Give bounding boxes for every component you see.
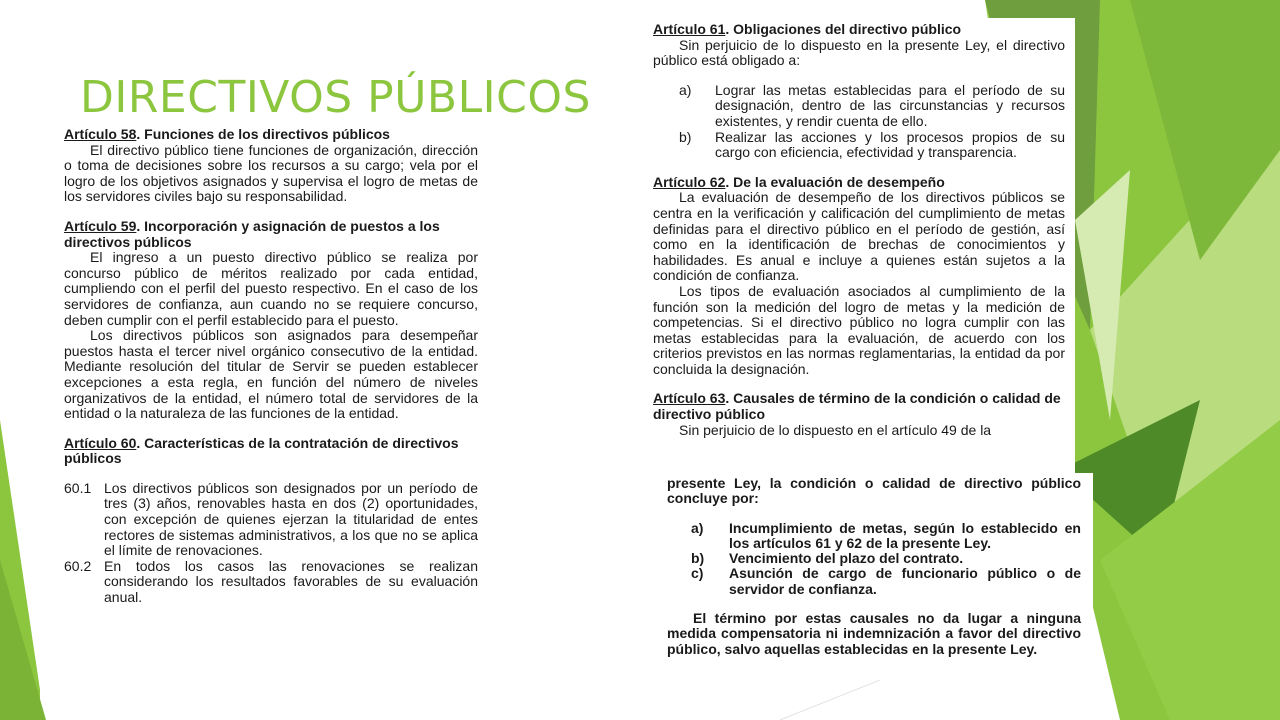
spacer bbox=[653, 69, 1065, 83]
item-label: 60.1 bbox=[64, 479, 92, 496]
article-59-title: . Incorporación y asignación de puestos a los directivos públicos bbox=[64, 217, 440, 250]
article-60-title: . Características de la contratación de directivos públicos bbox=[64, 434, 459, 467]
right-bottom-document-scan bbox=[655, 473, 1093, 680]
article-58-number: Artículo 58 bbox=[64, 126, 137, 142]
article-62-heading bbox=[653, 175, 1065, 191]
item-text: Realizar las acciones y los procesos propios de su cargo con eficiencia, efectividad y transparencia. bbox=[715, 128, 1065, 161]
article-62-paragraph-1: La evaluación de desempeño de los directivos públicos se centra en la verificación y calificación del cumplimiento de metas definidas para el directivo público en el período de gestión, así como en la identificación de brechas de conocimientos y habilidades. Es anual e incluye a quienes están sujetos a la condición de confianza. bbox=[653, 189, 1065, 284]
article-63-heading bbox=[653, 391, 1065, 422]
article-59-paragraph-1: El ingreso a un puesto directivo público se realiza por concurso público de méritos realizado por cada entidad, cumpliendo con el perfil del puesto respectivo. En el caso de los servidores de confianza, aun cuando no se requiere concurso, deben cumplir con el perfil establecido para el puesto. bbox=[64, 249, 478, 328]
article-59-paragraph-2: Los directivos públicos son asignados para desempeñar puestos hasta el tercer nivel orgánico consecutivo de la entidad. Mediante resolución del titular de Servir se pueden establecer excepciones a esta regla, en función del número de niveles organizativos de la entidad, el número total de servidores de la entidad o la naturaleza de las funciones de la entidad. bbox=[64, 327, 478, 422]
article-58-heading bbox=[64, 127, 478, 143]
article-63-paragraph: Sin perjuicio de lo dispuesto en el artículo 49 de la bbox=[679, 421, 992, 438]
article-58-paragraph: El directivo público tiene funciones de organización, dirección o toma de decisiones sobre los recursos a su cargo; vela por el logro de los objetivos asignados y supervisa el logro de metas de los servidores civiles bajo su responsabilidad. bbox=[64, 141, 478, 205]
article-58-title: . Funciones de los directivos públicos bbox=[136, 126, 390, 142]
article-61-heading bbox=[653, 22, 1065, 38]
spacer bbox=[667, 597, 1081, 611]
spacer bbox=[64, 467, 478, 481]
article-62-title: . De la evaluación de desempeño bbox=[725, 173, 945, 190]
item-text: Incumplimiento de metas, según lo establecido en los artículos 61 y 62 de la presente Ley. bbox=[729, 519, 1081, 551]
article-61-number: Artículo 61 bbox=[653, 21, 726, 37]
article-60-heading bbox=[64, 436, 478, 467]
article-61-item-b bbox=[653, 130, 1065, 161]
article-60-number: Artículo 60 bbox=[64, 434, 137, 451]
article-62-number: Artículo 62 bbox=[653, 173, 726, 190]
right-top-document-scan bbox=[645, 18, 1075, 473]
item-text: Asunción de cargo de funcionario público o de servidor de confianza. bbox=[729, 565, 1081, 597]
item-text: En todos los casos las renovaciones se realizan considerando los resultados favorables de su evaluación anual. bbox=[104, 557, 478, 606]
article-60-item-1 bbox=[64, 481, 478, 559]
article-63-title: . Causales de término de la condición o calidad de directivo público bbox=[653, 390, 1061, 423]
closing-paragraph: El término por estas causales no da lugar a ninguna medida compensatoria ni indemnización a favor del directivo público, salvo aquellas establecidas en la presente Ley. bbox=[667, 610, 1081, 657]
article-59-number: Artículo 59 bbox=[64, 217, 137, 234]
slide-title: DIRECTIVOS PÚBLICOS bbox=[80, 72, 591, 123]
continuation-paragraph: presente Ley, la condición o calidad de directivo público concluye por: bbox=[667, 475, 1081, 507]
item-label: a) bbox=[679, 81, 692, 98]
item-text: Lograr las metas establecidas para el período de su designación, dentro de las circunstancias y recursos existentes, y rendir cuenta de ello. bbox=[715, 81, 1065, 129]
article-63-number: Artículo 63 bbox=[653, 390, 726, 407]
article-61-item-a bbox=[653, 83, 1065, 130]
item-label: a) bbox=[691, 519, 704, 536]
causal-item-b bbox=[667, 551, 1081, 566]
article-61-title: . Obligaciones del directivo público bbox=[725, 21, 962, 37]
spacer bbox=[667, 507, 1081, 521]
item-text: Los directivos públicos son designados por un período de tres (3) años, renovables hasta en dos (2) oportunidades, con excepción de quienes ejerzan la titularidad de entes rectores de sistemas administrativos, a los que no se aplica el límite de renovaciones. bbox=[104, 479, 478, 559]
item-label: b) bbox=[691, 550, 705, 567]
article-60-item-2 bbox=[64, 559, 478, 606]
item-label: 60.2 bbox=[64, 557, 92, 574]
left-document-scan bbox=[40, 125, 492, 690]
causal-item-c bbox=[667, 566, 1081, 597]
item-label: b) bbox=[679, 128, 692, 145]
article-62-paragraph-2: Los tipos de evaluación asociados al cumplimiento de la función son la medición del logro de metas y la medición de competencias. Si el directivo público no logra cumplir con las metas establecidas para la evaluación, de acuerdo con los criterios previstos en las normas reglamentarias, la entidad da por concluida la designación. bbox=[653, 282, 1065, 377]
causal-item-a bbox=[667, 521, 1081, 552]
item-label: c) bbox=[691, 565, 704, 582]
item-text: Vencimiento del plazo del contrato. bbox=[729, 550, 964, 567]
article-59-heading bbox=[64, 219, 478, 250]
article-61-paragraph: Sin perjuicio de lo dispuesto en la presente Ley, el directivo público está obligado a: bbox=[653, 36, 1065, 69]
